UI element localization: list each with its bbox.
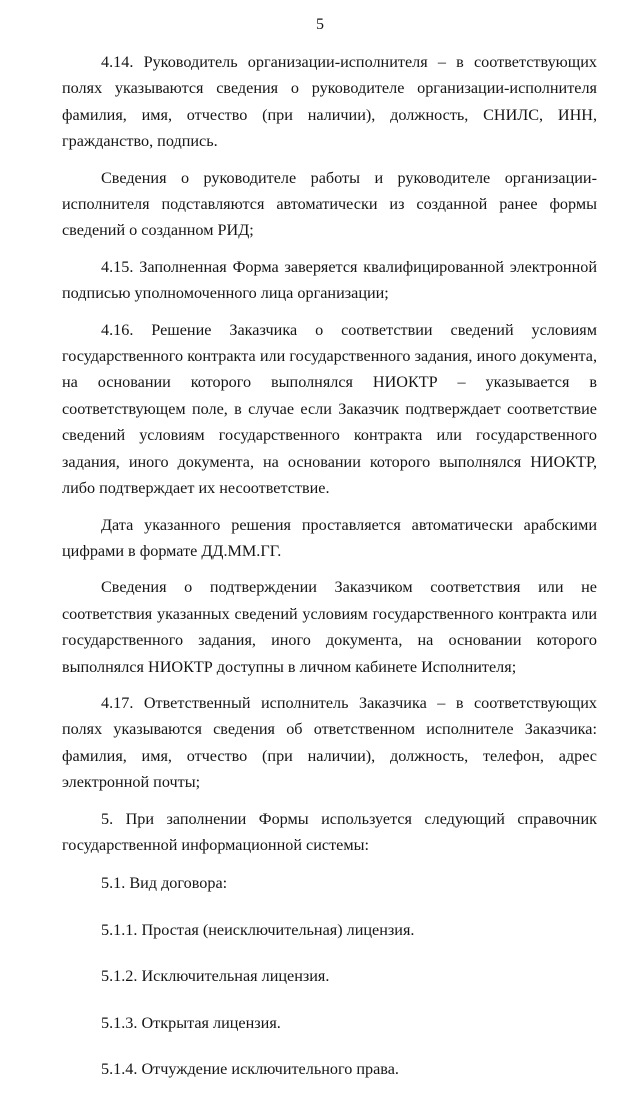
list-item-5-1-2: 5.1.2. Исключительная лицензия. [101,967,330,986]
document-body [62,49,597,1102]
paragraph-decision-date: Дата указанного решения проставляется автоматически арабскими цифрами в формате ДД.ММ.ГГ. [62,515,597,560]
list-item-5-1-4: 5.1.4. Отчуждение исключительного права. [101,1060,399,1078]
paragraph-4-15: 4.15. Заполненная Форма заверяется квалифицированной электронной подписью уполномоченного лица организации; [62,257,597,303]
list-item-5-1-1: 5.1.1. Простая (неисключительная) лицензия. [101,920,415,939]
list-item-5-1-3: 5.1.3. Открытая лицензия. [101,1013,281,1032]
paragraph-4-16: 4.16. Решение Заказчика о соответствии сведений условиям государственного контракта или государственного задания, иного документа, на основании которого выполнялся НИОКТР – указывается в соответствующем поле, в случае если Заказчик подтверждает соответствие сведений условиям государственного контракта или государственного задания, иного документа, на основании которого выполнялся НИОКТР, либо подтверждает их несоответствие. [62,320,597,498]
paragraph-confirmation-info: Сведения о подтверждении Заказчиком соответствия или не соответствия указанных сведений условиям государственного контракта или государственного задания, иного документа, на основании которого выполнялся НИОКТР доступны в личном кабинете Исполнителя; [62,578,597,676]
paragraph-4-14: 4.14. Руководитель организации-исполнителя – в соответствующих полях указываются сведения о руководителе организации-исполнителя фамилия, имя, отчество (при наличии), должность, СНИЛС, ИНН, гражданство, подпись. [62,53,597,151]
list-item-5-1: 5.1. Вид договора: [101,874,228,893]
paragraph-autofill-note: Сведения о руководителе работы и руководителе организации-исполнителя подставляются автоматически из созданной ранее формы сведений о созданном РИД; [62,168,597,240]
page-number: 5 [316,16,324,33]
paragraph-4-17: 4.17. Ответственный исполнитель Заказчика – в соответствующих полях указываются сведения об ответственном исполнителе Заказчика: фамилия, имя, отчество (при наличии), должность, телефон, адрес электронной почты; [62,693,597,792]
paragraph-5: 5. При заполнении Формы используется следующий справочник государственной информационной системы: [62,809,597,854]
